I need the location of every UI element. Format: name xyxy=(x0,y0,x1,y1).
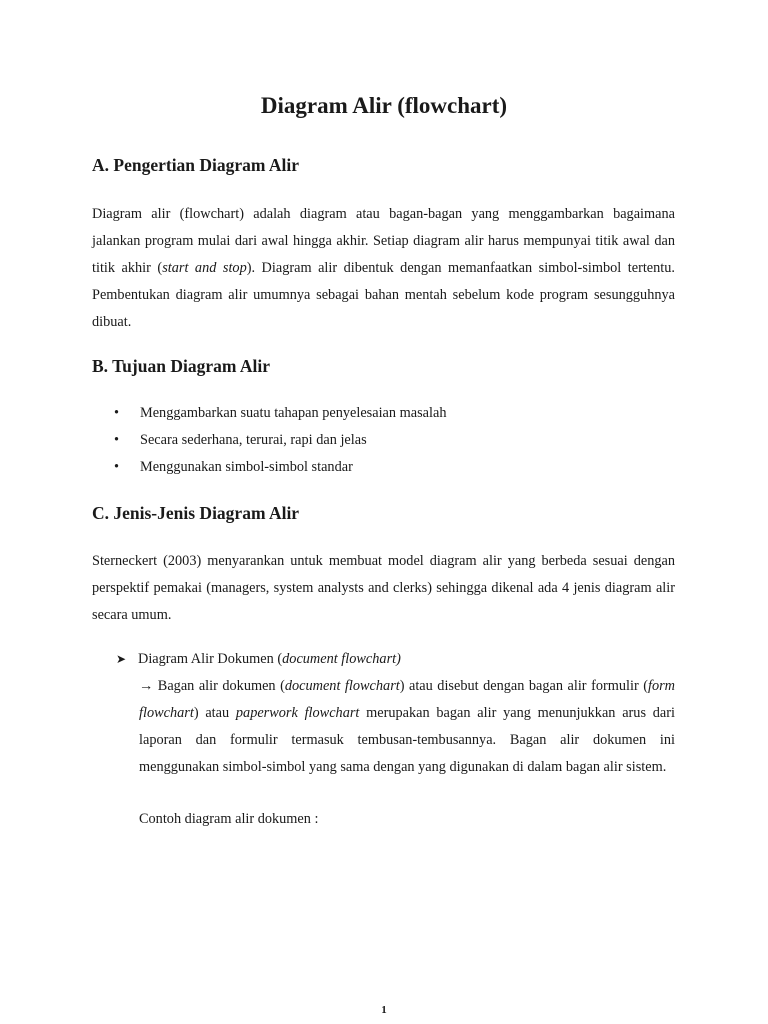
document-title: Diagram Alir (flowchart) xyxy=(260,93,508,118)
section-b-list xyxy=(92,400,652,481)
section-c-heading: C. Jenis-Jenis Diagram Alir xyxy=(92,503,300,523)
section-a-italic: start and stop xyxy=(162,260,247,276)
flowchart-type-item xyxy=(116,646,401,673)
list-item-text: Menggunakan simbol-simbol standar xyxy=(140,459,353,475)
section-b-heading: B. Tujuan Diagram Alir xyxy=(92,356,270,376)
list-item xyxy=(92,400,652,427)
section-a-text-2: ). Diagram alir dibentuk dengan memanfaatkan simbol-simbol tertentu. Pembentukan diagram alir umumnya sebagai bahan mentah sebelum kode program sesungguhnya dibuat. xyxy=(92,260,675,330)
desc-italic-1: document flowchart xyxy=(284,678,400,694)
bullet-icon: • xyxy=(114,405,120,421)
arrowhead-bullet-icon: ➤ xyxy=(116,652,127,666)
section-c-paragraph: Sterneckert (2003) menyarankan untuk membuat model diagram alir yang berbeda sesuai dengan perspektif pemakai (managers, system analysts and clerks) sehingga dikenal ada 4 jenis diagram alir secara umum. xyxy=(92,553,675,623)
flowchart-type-label: Diagram Alir Dokumen ( xyxy=(138,651,283,667)
page-number: 1 xyxy=(381,1004,387,1016)
section-a-heading: A. Pengertian Diagram Alir xyxy=(92,155,300,175)
list-item-text: Menggambarkan suatu tahapan penyelesaian masalah xyxy=(140,405,447,421)
bullet-icon: • xyxy=(114,459,120,475)
desc-italic-3: paperwork flowchart xyxy=(235,705,360,721)
right-arrow-icon: → xyxy=(139,678,154,694)
example-caption: Contoh diagram alir dokumen : xyxy=(139,811,319,827)
desc-text-4: merupakan bagan alir yang menunjukkan arus dari laporan dan formulir termasuk tembusan-tembusannya. Bagan alir dokumen ini menggunakan simbol-simbol yang sama dengan yang digunakan di dalam bagan alir sistem. xyxy=(139,705,675,775)
list-item xyxy=(92,454,652,481)
list-item-text: Secara sederhana, terurai, rapi dan jelas xyxy=(140,432,367,448)
desc-italic-2: form flowchart xyxy=(139,678,675,721)
section-a-text-1: Diagram alir (flowchart) adalah diagram atau bagan-bagan yang menggambarkan bagaimana jalankan program mulai dari awal hingga akhir. Setiap diagram alir harus mempunyai titik awal dan titik akhir ( xyxy=(92,206,675,276)
section-a-paragraph xyxy=(92,201,675,336)
desc-text-2: ) atau disebut dengan bagan alir formulir ( xyxy=(399,678,648,694)
desc-text-1: Bagan alir dokumen ( xyxy=(153,678,285,694)
list-item xyxy=(92,427,652,454)
bullet-icon: • xyxy=(114,432,120,448)
desc-text-3: ) atau xyxy=(193,705,236,721)
flowchart-type-label-italic: document flowchart) xyxy=(282,651,401,667)
flowchart-type-description xyxy=(139,673,675,781)
